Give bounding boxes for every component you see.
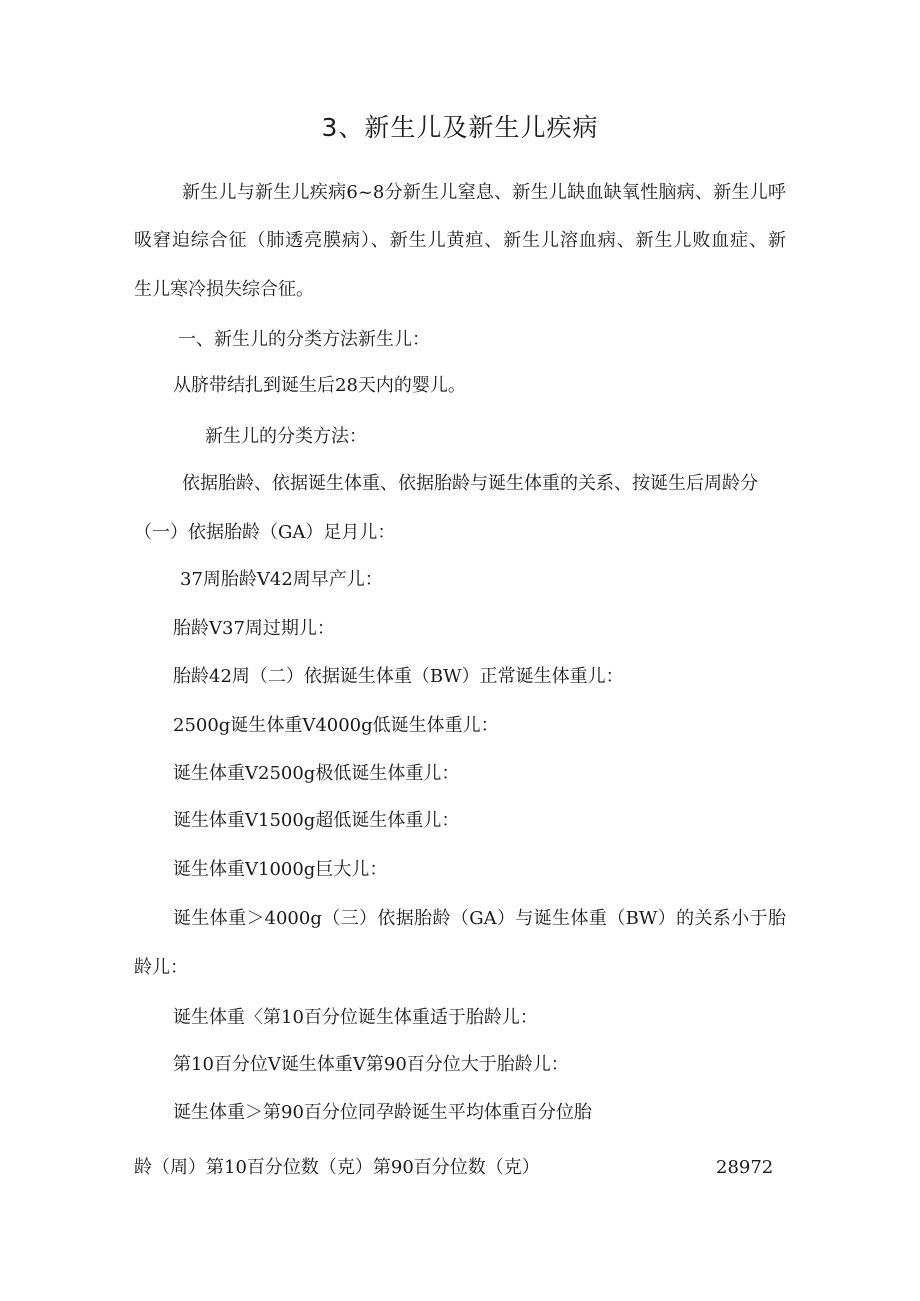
- very-low-bw-line: 诞生体重V1500g超低诞生体重儿：: [173, 810, 460, 831]
- term-infant-line: 37周胎龄V42周早产儿：: [180, 569, 383, 590]
- sga-line: 诞生体重〈第10百分位诞生体重适于胎龄儿：: [173, 1007, 538, 1028]
- table-header-line: 龄（周）第10百分位数（克）第90百分位数（克）: [134, 1157, 540, 1178]
- aga-line: 第10百分位V诞生体重V第90百分位大于胎龄儿：: [173, 1054, 569, 1075]
- low-bw-line: 诞生体重V2500g极低诞生体重儿：: [173, 763, 460, 784]
- section-heading-classification: 一、新生儿的分类方法新生儿：: [178, 329, 430, 350]
- postterm-line: 胎龄42周（二）依据诞生体重（BW）正常诞生体重儿：: [173, 666, 624, 687]
- paragraph-line-3: 生儿寒冷损失综合征。: [134, 279, 314, 300]
- preterm-line: 胎龄V37周过期儿：: [173, 618, 335, 639]
- paragraph-line-1: 新生儿与新生儿疾病6~8分新生儿窒息、新生儿缺血缺氧性脑病、新生儿呼: [182, 182, 786, 203]
- extremely-low-bw-line: 诞生体重V1000g巨大儿：: [173, 859, 388, 880]
- classification-methods-label: 新生儿的分类方法：: [205, 426, 367, 447]
- table-number: 28972: [716, 1157, 774, 1178]
- paragraph-line-2: 吸窘迫综合征（肺透亮膜病）、新生儿黄疸、新生儿溶血病、新生儿败血症、新: [134, 230, 786, 251]
- definition-line: 从脐带结扎到诞生后28天内的婴儿。: [173, 375, 466, 396]
- sub-heading-ga: （一）依据胎龄（GA）足月儿：: [134, 522, 396, 543]
- page-title: 3、新生儿及新生儿疾病: [321, 113, 599, 142]
- lga-line: 诞生体重＞第90百分位同孕龄诞生平均体重百分位胎: [173, 1102, 592, 1123]
- macrosomia-line: 诞生体重＞4000g（三）依据胎龄（GA）与诞生体重（BW）的关系小于胎: [173, 908, 786, 929]
- sga-continuation-line: 龄儿：: [134, 957, 188, 978]
- classification-methods-text: 依据胎龄、依据诞生体重、依据胎龄与诞生体重的关系、按诞生后周龄分: [182, 473, 758, 494]
- normal-bw-line: 2500g诞生体重V4000g低诞生体重儿：: [173, 715, 499, 736]
